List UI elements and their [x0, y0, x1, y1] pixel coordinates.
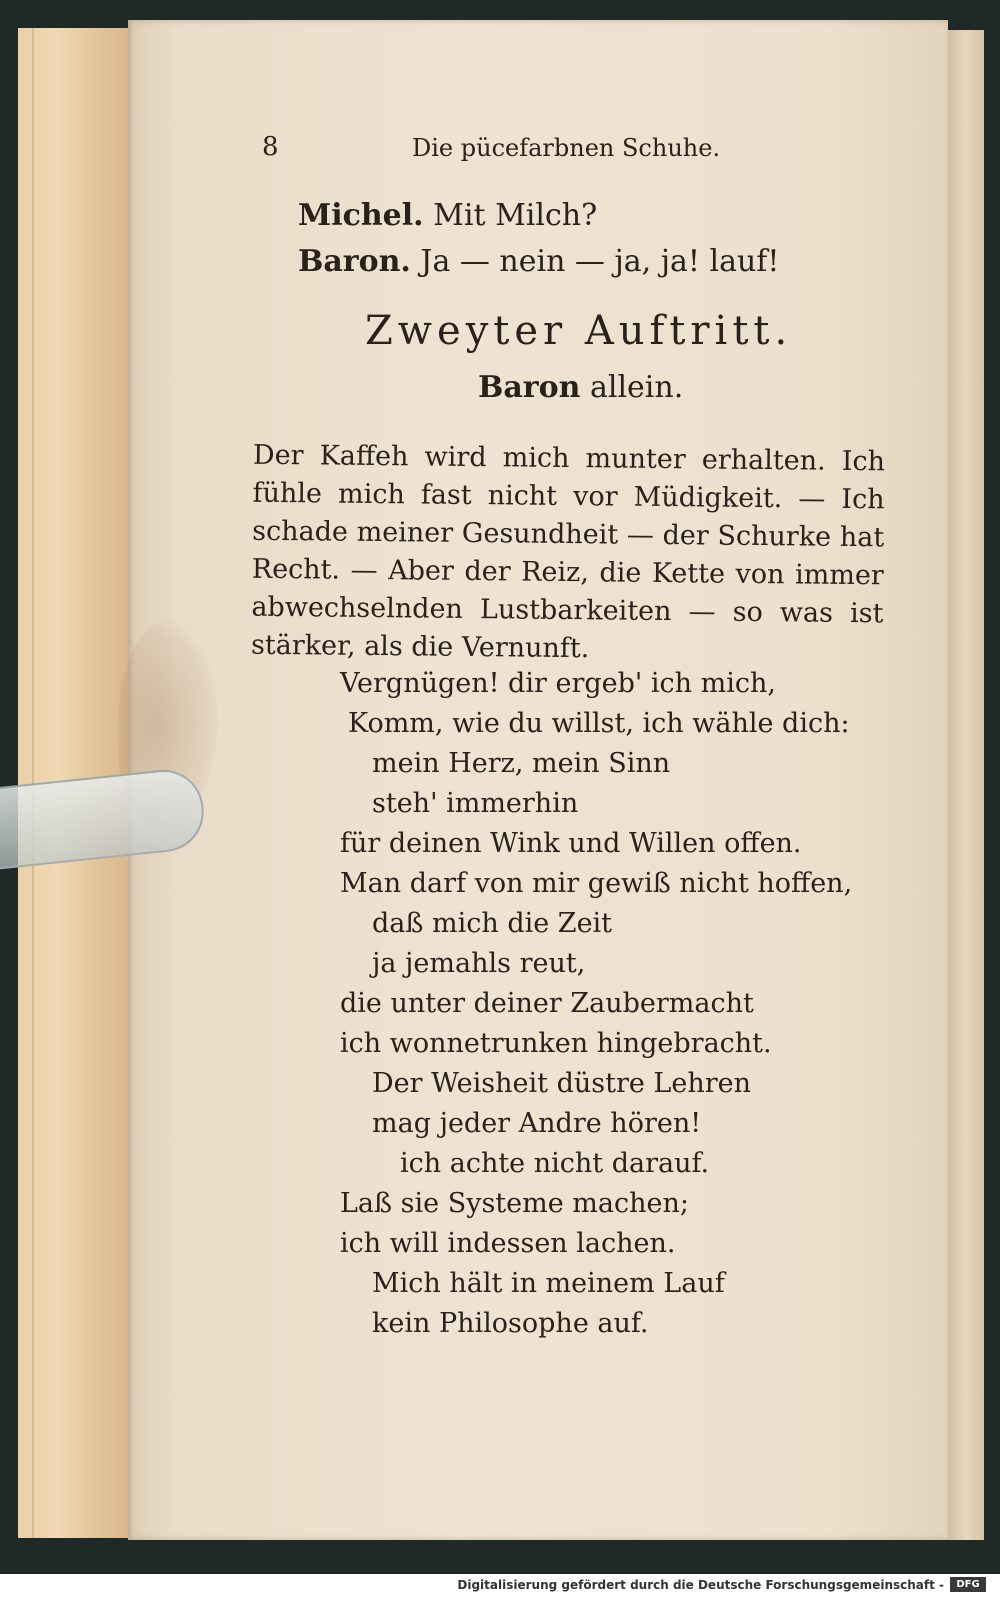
stage-note: allein. [589, 370, 684, 405]
verse-line: ich achte nicht darauf. [400, 1148, 710, 1179]
dialogue-line [298, 198, 597, 233]
prose-paragraph: Der Kaffeh wird mich munter erhalten. Ich fühle mich fast nicht vor Müdigkeit. — Ich schade meiner Gesundheit — der Schurke hat Recht. — Aber der Reiz, die Kette von immer abwechselnden Lustbarkeiten — so was ist stärker, als die Vernunft. [250, 439, 886, 665]
verse-line: Vergnügen! dir ergeb' ich mich, [340, 668, 776, 699]
dialogue-text: Ja — nein — ja, ja! lauf! [420, 244, 780, 279]
verse-line: Der Weisheit düstre Lehren [372, 1068, 751, 1099]
page-number: 8 [262, 132, 279, 162]
verse-line: ich wonnetrunken hingebracht. [340, 1028, 772, 1059]
verse-line: für deinen Wink und Willen offen. [340, 828, 802, 859]
verse-line: Komm, wie du willst, ich wähle dich: [348, 708, 850, 739]
verse-line: kein Philosophe auf. [372, 1308, 649, 1339]
digitization-credit: Digitalisierung gefördert durch die Deutsche Forschungsgemeinschaft - [457, 1578, 944, 1592]
verse-line: daß mich die Zeit [372, 908, 613, 939]
scene-direction [478, 370, 683, 405]
speaker-name: Baron [478, 370, 581, 405]
verse-line: steh' immerhin [372, 788, 579, 819]
verse-line: mein Herz, mein Sinn [372, 748, 671, 779]
dialogue-text: Mit Milch? [433, 198, 598, 233]
speaker-name: Baron. [298, 244, 411, 279]
running-head: Die pücefarbnen Schuhe. [412, 134, 721, 162]
verse-line: ich will indessen lachen. [340, 1228, 676, 1259]
verse-line: ja jemahls reut, [372, 948, 586, 979]
speaker-name: Michel. [298, 198, 424, 233]
verse-line: die unter deiner Zaubermacht [340, 988, 754, 1019]
verse-line: Man darf von mir gewiß nicht hoffen, [340, 868, 853, 899]
scene-title: Zweyter Auftritt. [365, 308, 793, 354]
verse-line: mag jeder Andre hören! [372, 1108, 702, 1139]
right-page-edge [948, 30, 984, 1540]
dialogue-line [298, 244, 779, 279]
verse-line: Mich hält in meinem Lauf [372, 1268, 725, 1299]
dfg-logo: DFG [950, 1577, 986, 1592]
verse-line: Laß sie Systeme machen; [340, 1188, 689, 1219]
